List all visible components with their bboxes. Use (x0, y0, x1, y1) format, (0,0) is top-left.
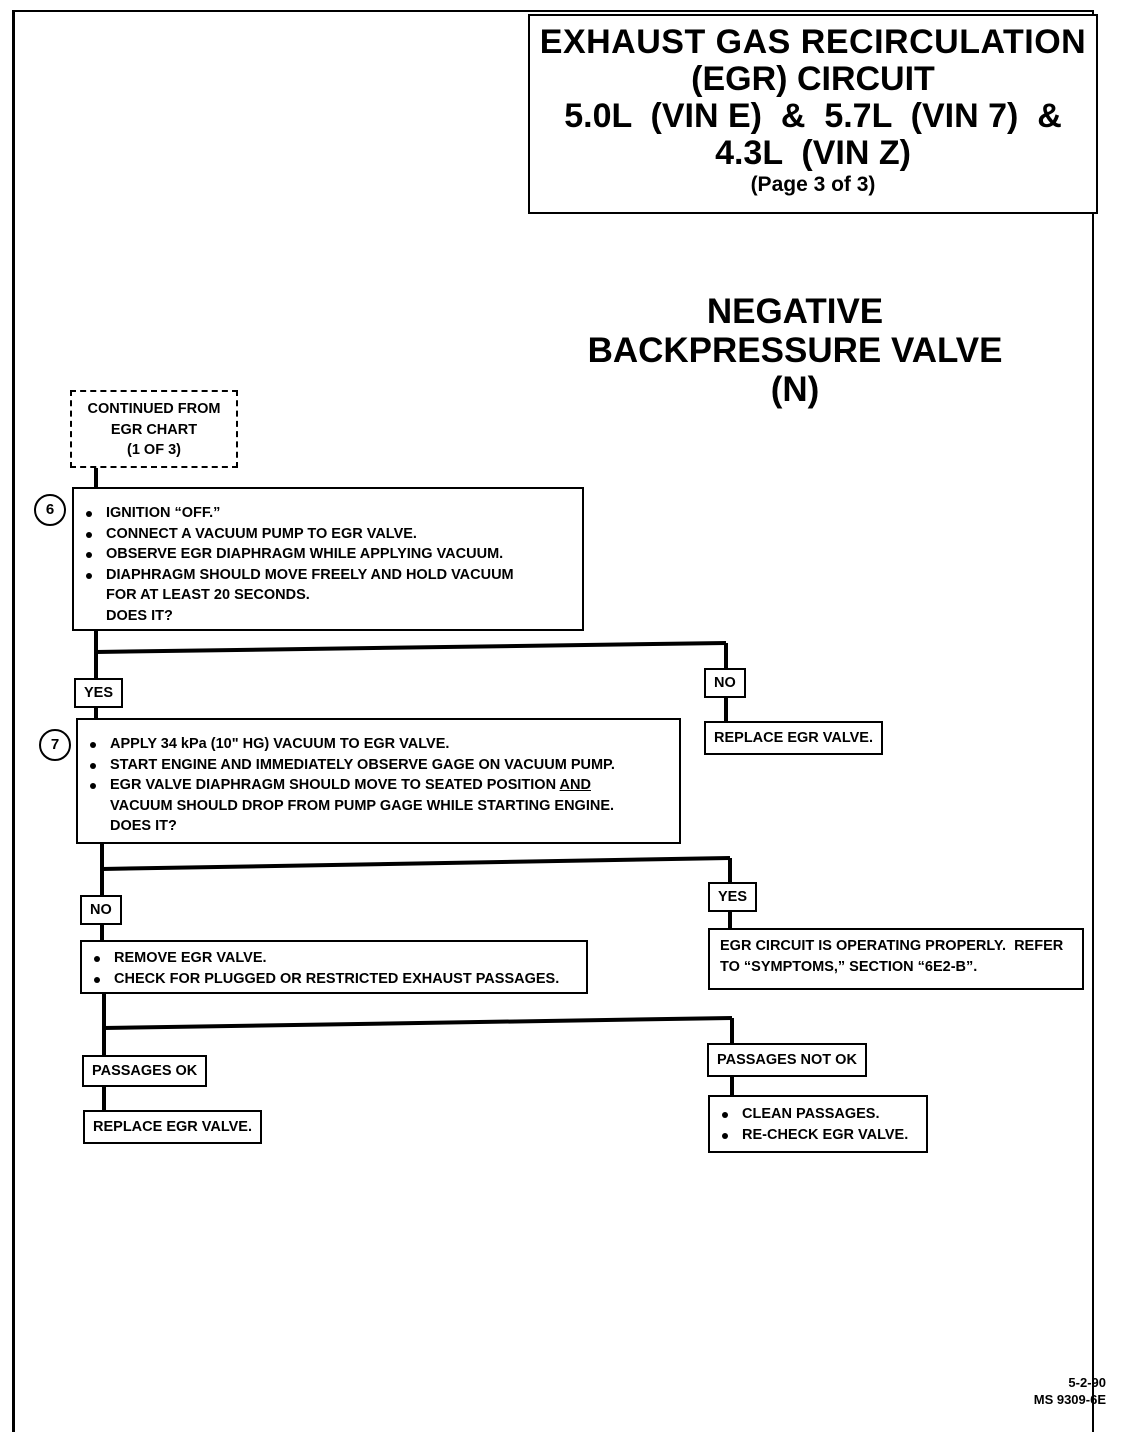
footer (1000, 1374, 1106, 1408)
step-6-item: IGNITION “OFF.” (74, 503, 582, 524)
footer-date: 5-2-90 (1068, 1375, 1106, 1390)
step-7-box (76, 718, 681, 844)
remove-egr-item: REMOVE EGR VALVE. (82, 948, 586, 969)
step-6-yes-label: YES (74, 678, 123, 708)
step-7-question: DOES IT? (110, 818, 177, 834)
step-7-item: APPLY 34 kPa (10" HG) VACUUM TO EGR VALVE. (78, 734, 679, 755)
continued-line-2: EGR CHART (110, 421, 198, 438)
heading-line-2: BACKPRESSURE VALVE (587, 331, 1003, 370)
heading-line-1: NEGATIVE (706, 292, 884, 331)
heading-line-3: (N) (770, 370, 820, 409)
continued-from-box (70, 390, 238, 468)
egr-ok-line-1: EGR CIRCUIT IS OPERATING PROPERLY. REFER (720, 938, 1064, 954)
title-line-3: 5.0L (VIN E) & 5.7L (VIN 7) & (564, 97, 1062, 135)
continued-line-1: CONTINUED FROM (87, 401, 221, 417)
step-6-no-result: REPLACE EGR VALVE. (704, 721, 883, 755)
step-7-item-3-text: EGR VALVE DIAPHRAGM SHOULD MOVE TO SEATED POSITION (110, 777, 560, 793)
passages-not-ok-box (708, 1095, 928, 1153)
passages-ok-result: REPLACE EGR VALVE. (83, 1110, 262, 1144)
title-page: (Page 3 of 3) (750, 173, 876, 196)
passages-ok-label: PASSAGES OK (82, 1055, 207, 1087)
step-7-no-label: NO (80, 895, 122, 925)
passages-not-ok-item: RE-CHECK EGR VALVE. (710, 1125, 926, 1146)
remove-egr-item: CHECK FOR PLUGGED OR RESTRICTED EXHAUST PASSAGES. (82, 969, 586, 990)
continued-line-3: (1 OF 3) (127, 442, 181, 458)
title-line-2: (EGR) CIRCUIT (691, 60, 935, 98)
passages-not-ok-item: CLEAN PASSAGES. (710, 1104, 926, 1125)
footer-code: MS 9309-6E (1033, 1392, 1106, 1407)
step-7-item: START ENGINE AND IMMEDIATELY OBSERVE GAGE ON VACUUM PUMP. (78, 755, 679, 776)
step-6-item: CONNECT A VACUUM PUMP TO EGR VALVE. (74, 524, 582, 545)
remove-egr-box (80, 940, 588, 994)
step-6-no-label: NO (704, 668, 746, 698)
title-line-1: EXHAUST GAS RECIRCULATION (539, 23, 1087, 61)
egr-ok-line-2: TO “SYMPTOMS,” SECTION “6E2-B”. (720, 958, 978, 975)
step-7-continuation: VACUUM SHOULD DROP FROM PUMP GAGE WHILE STARTING ENGINE. (110, 797, 615, 814)
step-6-continuation: FOR AT LEAST 20 SECONDS. (106, 587, 310, 603)
step-6-number: 6 (34, 494, 66, 526)
step-7-yes-label: YES (708, 882, 757, 912)
egr-ok-box (708, 928, 1084, 990)
step-7-item-3-emphasis: AND (559, 777, 591, 793)
step-6-item: OBSERVE EGR DIAPHRAGM WHILE APPLYING VACUUM. (74, 544, 582, 565)
step-6-question: DOES IT? (106, 607, 173, 624)
step-6-box (72, 487, 584, 631)
step-7-number: 7 (39, 729, 71, 761)
step-7-item (78, 775, 679, 796)
passages-not-ok-label: PASSAGES NOT OK (707, 1043, 867, 1077)
title-line-4: 4.3L (VIN Z) (715, 134, 911, 172)
step-6-item: DIAPHRAGM SHOULD MOVE FREELY AND HOLD VACUUM (74, 565, 582, 586)
